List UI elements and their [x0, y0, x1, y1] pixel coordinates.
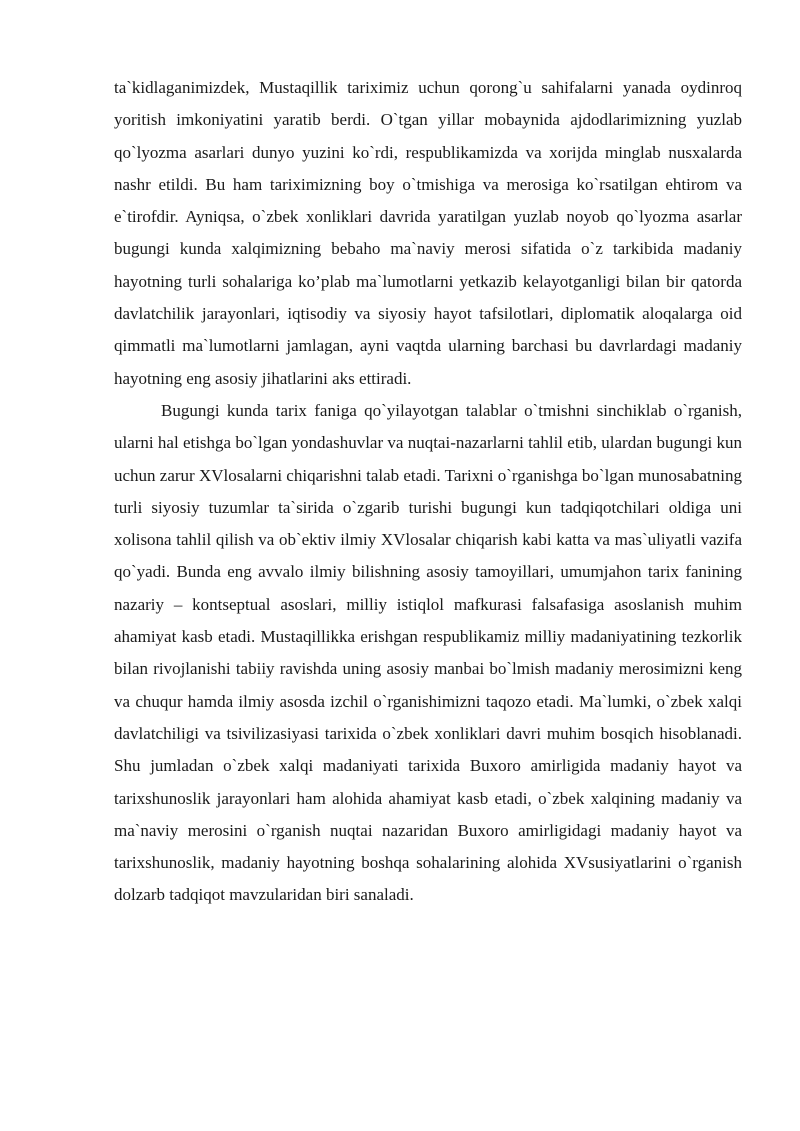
- paragraph-1: ta`kidlaganimizdek, Mustaqillik tariximiz uchun qorong`u sahifalarni yanada oydinroq yoritish imkoniyatini yaratib berdi. O`tgan yillar mobaynida ajdodlarimizning yuzlab qo`lyozma asarlari dunyo yuzini ko`rdi, respublikamizda va xorijda minglab nusxalarda nashr etildi. Bu ham tariximizning boy o`tmishiga va merosiga ko`rsatilgan ehtirom va e`tirofdir. Ayniqsa, o`zbek xonliklari davrida yaratilgan yuzlab noyob qo`lyozma asarlar bugungi kunda xalqimizning bebaho ma`naviy merosi sifatida o`z tarkibida madaniy hayotning turli sohalariga ko’plab ma`lumotlarni yetkazib kelayotganligi bilan bir qatorda davlatchilik jarayonlari, iqtisodiy va siyosiy hayot tafsilotlari, diplomatik aloqalarga oid qimmatli ma`lumotlarni jamlagan, ayni vaqtda ularning barchasi bu davrlardagi madaniy hayotning eng asosiy jihatlarini aks ettiradi.: [114, 78, 742, 388]
- paragraph-2: Bugungi kunda tarix faniga qo`yilayotgan talablar o`tmishni sinchiklab o`rganish, ularni hal etishga bo`lgan yondashuvlar va nuqtai-nazarlarni tahlil etib, ulardan bugungi kun uchun zarur XVlosalarni chiqarishni talab etadi. Tarixni o`rganishga bo`lgan munosabatning turli siyosiy tuzumlar ta`sirida o`zgarib turishi bugungi kun tadqiqotchilari oldiga uni xolisona tahlil qilish va ob`ektiv ilmiy XVlosalar chiqarish kabi katta va mas`uliyatli vazifa qo`yadi. Bunda eng avvalo ilmiy bilishning asosiy tamoyillari, umumjahon tarix fanining nazariy – kontseptual asoslari, milliy istiqlol mafkurasi falsafasiga asoslanish muhim ahamiyat kasb etadi. Mustaqillikka erishgan respublikamiz milliy madaniyatining tezkorlik bilan rivojlanishi tabiiy ravishda uning asosiy manbai bo`lmish madaniy merosimizni keng va chuqur hamda ilmiy asosda izchil o`rganishimizni taqozo etadi. Ma`lumki, o`zbek xalqi davlatchiligi va tsivilizasiyasi tarixida o`zbek xonliklari davri muhim bosqich hisoblanadi. Shu jumladan o`zbek xalqi madaniyati tarixida Buxoro amirligida madaniy hayot va tarixshunoslik jarayonlari ham alohida ahamiyat kasb etadi, o`zbek xalqining madaniy va ma`naviy merosini o`rganish nuqtai nazaridan Buxoro amirligidagi madaniy hayot va tarixshunoslik, madaniy hayotning boshqa sohalarining alohida XVsusiyatlarini o`rganish dolzarb tadqiqot mavzularidan biri sanaladi.: [114, 400, 742, 905]
- document-page: [114, 72, 742, 912]
